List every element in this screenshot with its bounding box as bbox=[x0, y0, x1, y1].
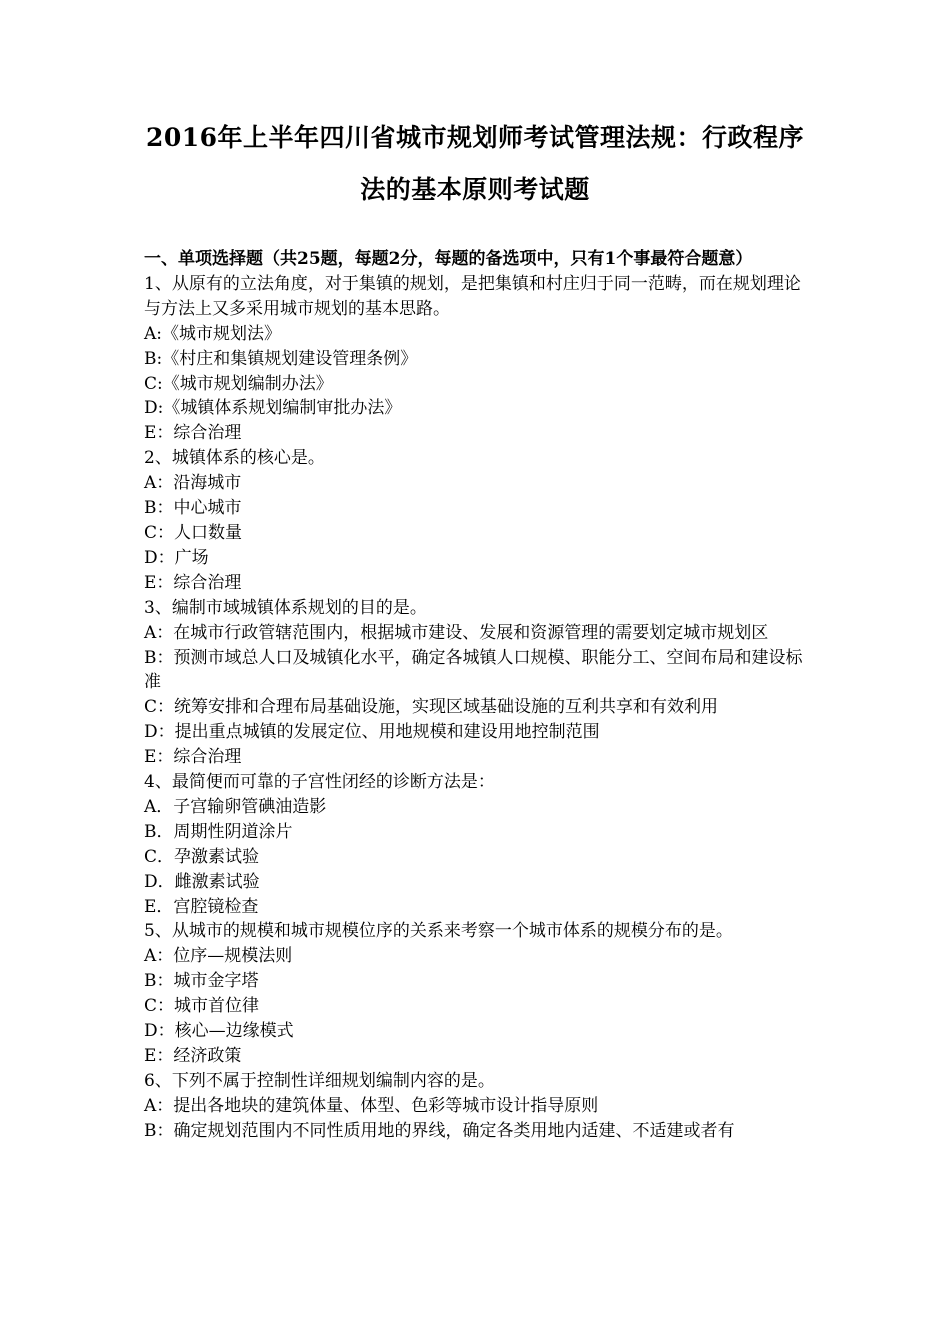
question-stem: 3、编制市域城镇体系规划的目的是。 bbox=[144, 597, 427, 618]
title-line-1: 2016年上半年四川省城市规划师考试管理法规：行政程序 bbox=[145, 123, 805, 152]
option-item: B：预测市域总人口及城镇化水平，确定各城镇人口规模、职能分工、空间布局和建设标准 bbox=[144, 647, 803, 693]
option-item: A:《城市规划法》 bbox=[144, 323, 282, 344]
option-item: A：提出各地块的建筑体量、体型、色彩等城市设计指导原则 bbox=[144, 1095, 599, 1116]
option-item: D:《城镇体系规划编制审批办法》 bbox=[144, 398, 402, 419]
question-stem: 6、下列不属于控制性详细规划编制内容的是。 bbox=[144, 1070, 495, 1091]
document-title bbox=[120, 112, 830, 216]
option-item: B：城市金字塔 bbox=[144, 971, 259, 992]
option-item: E：综合治理 bbox=[144, 423, 242, 444]
option-item: D：广场 bbox=[144, 547, 209, 568]
option-item: C:《城市规划编制办法》 bbox=[144, 373, 333, 394]
option-item: B：确定规划范围内不同性质用地的界线，确定各类用地内适建、不适建或者有 bbox=[144, 1120, 735, 1141]
option-item: C：人口数量 bbox=[144, 522, 243, 543]
option-item: E．宫腔镜检查 bbox=[144, 896, 259, 917]
option-item: B．周期性阴道涂片 bbox=[144, 821, 293, 842]
option-item: B:《村庄和集镇规划建设管理条例》 bbox=[144, 348, 418, 369]
question-stem: 2、城镇体系的核心是。 bbox=[144, 448, 325, 469]
question-stem: 5、从城市的规模和城市规模位序的关系来考察一个城市体系的规模分布的是。 bbox=[144, 921, 733, 942]
option-item: C：城市首位律 bbox=[144, 996, 260, 1017]
option-item: C：统筹安排和合理布局基础设施，实现区域基础设施的互利共享和有效利用 bbox=[144, 697, 719, 718]
option-item: B：中心城市 bbox=[144, 498, 242, 519]
question-stem: 1、从原有的立法角度，对于集镇的规划，是把集镇和村庄归于同一范畴，而在规划理论与方法上又多采用城市规划的基本思路。 bbox=[144, 273, 801, 319]
option-item: A：在城市行政管辖范围内，根据城市建设、发展和资源管理的需要划定城市规划区 bbox=[144, 622, 769, 643]
question-stem: 4、最简便而可靠的子宫性闭经的诊断方法是： bbox=[144, 772, 495, 793]
option-item: D．雌激素试验 bbox=[144, 871, 260, 892]
document-body bbox=[144, 247, 812, 1144]
section-heading: 一、单项选择题（共25题，每题2分，每题的备选项中，只有1个事最符合题意） bbox=[144, 249, 753, 269]
option-item: A：沿海城市 bbox=[144, 473, 242, 494]
option-item: D：核心—边缘模式 bbox=[144, 1021, 294, 1042]
option-item: E：经济政策 bbox=[144, 1046, 242, 1066]
option-item: E：综合治理 bbox=[144, 572, 242, 593]
option-item: A．子宫输卵管碘油造影 bbox=[144, 796, 327, 817]
option-item: C．孕激素试验 bbox=[144, 846, 260, 867]
option-item: A：位序—规模法则 bbox=[144, 946, 293, 967]
title-line-2: 法的基本原则考试题 bbox=[360, 175, 590, 204]
option-item: E：综合治理 bbox=[144, 747, 242, 768]
option-item: D：提出重点城镇的发展定位、用地规模和建设用地控制范围 bbox=[144, 722, 600, 743]
